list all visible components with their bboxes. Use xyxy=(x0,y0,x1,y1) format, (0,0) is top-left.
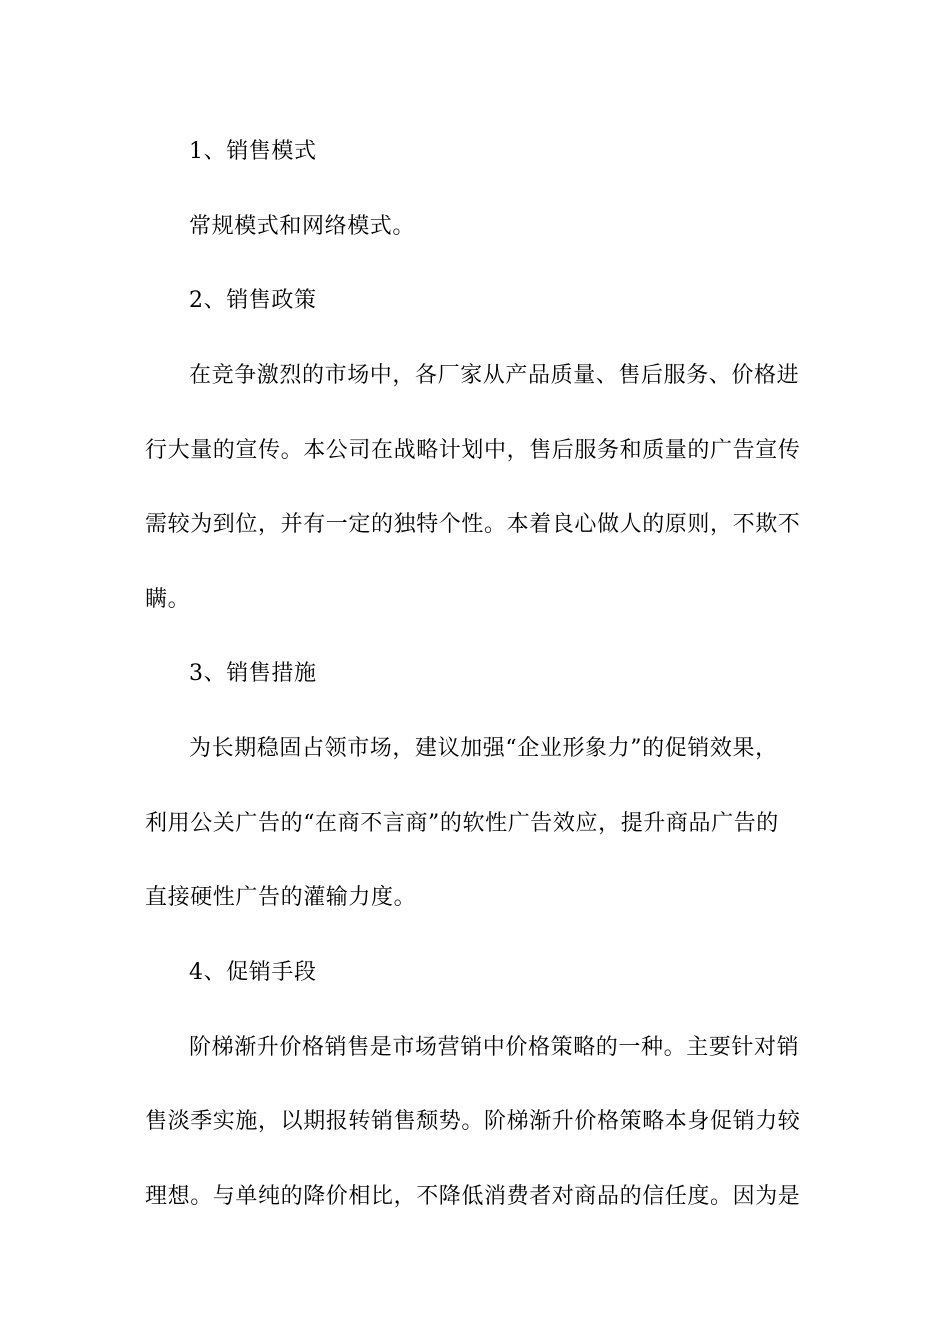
paragraph-line: 直接硬性广告的灌输力度。 xyxy=(145,885,417,910)
heading-promotion-methods: 4、促销手段 xyxy=(189,960,317,985)
paragraph-line: 在竞争激烈的市场中，各厂家从产品质量、售后服务、价格进 xyxy=(189,363,800,388)
paragraph-line: 需较为到位，并有一定的独特个性。本着良心做人的原则，不欺不 xyxy=(145,512,801,537)
heading-sales-policy: 2、销售政策 xyxy=(189,288,317,313)
paragraph-line: 利用公关广告的“在商不言商”的软性广告效应，提升商品广告的 xyxy=(145,811,779,836)
paragraph-line: 常规模式和网络模式。 xyxy=(189,214,416,239)
heading-sales-model: 1、销售模式 xyxy=(189,139,317,164)
paragraph-line: 为长期稳固占领市场，建议加强“企业形象力”的促销效果， xyxy=(189,736,778,761)
paragraph-line: 理想。与单纯的降价相比，不降低消费者对商品的信任度。因为是 xyxy=(145,1184,801,1209)
paragraph-line: 瞒。 xyxy=(145,587,191,612)
paragraph-line: 售淡季实施，以期报转销售颓势。阶梯渐升价格策略本身促销力较 xyxy=(145,1109,801,1134)
paragraph-line: 阶梯渐升价格销售是市场营销中价格策略的一种。主要针对销 xyxy=(189,1035,800,1060)
heading-sales-measures: 3、销售措施 xyxy=(189,661,317,686)
paragraph-line: 行大量的宣传。本公司在战略计划中，售后服务和质量的广告宣传 xyxy=(145,438,801,463)
